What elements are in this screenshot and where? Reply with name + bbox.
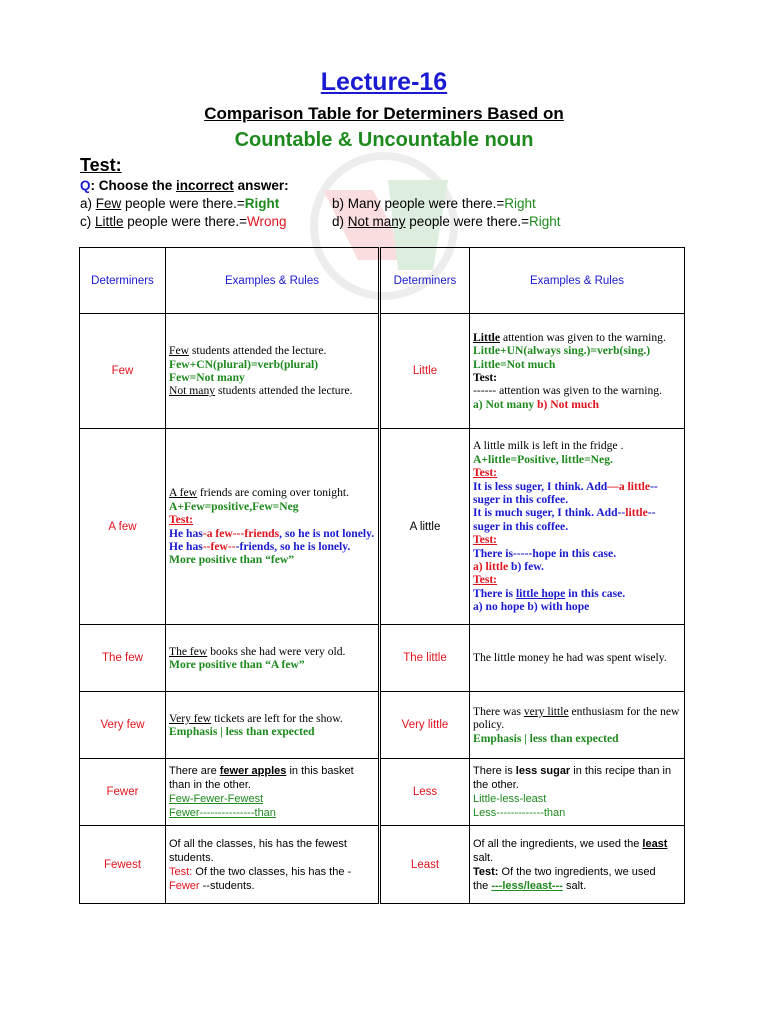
table-subtitle: Comparison Table for Determiners Based on xyxy=(204,104,564,123)
determiner-less: Less xyxy=(380,759,470,826)
question-line: Q: Choose the incorrect answer: xyxy=(80,178,289,193)
determiner-least: Least xyxy=(380,826,470,904)
table-row xyxy=(80,826,685,904)
option-b: b) Many people were there.=Right xyxy=(332,196,536,211)
rules-fewer: There are fewer apples in this basket than in the other. Few-Fewer-Fewest Fewer---------------than xyxy=(166,759,380,826)
determiner-the-little: The little xyxy=(380,625,470,692)
table-row xyxy=(80,759,685,826)
option-d: d) Not many people were there.=Right xyxy=(332,214,561,229)
rules-the-few: The few books she had were very old. More positive than “A few” xyxy=(166,625,380,692)
topic-subtitle: Countable & Uncountable noun xyxy=(234,129,534,151)
determiner-fewer: Fewer xyxy=(80,759,166,826)
header-examples-left: Examples & Rules xyxy=(166,248,380,314)
rules-little: Little attention was given to the warning. Little+UN(always sing.)=verb(sing.) Little=Not much Test: ------ attention was given to the warning. a) Not many b) Not much xyxy=(470,314,685,429)
option-c: c) Little people were there.=Wrong xyxy=(80,214,287,229)
table-row xyxy=(80,625,685,692)
determiner-few: Few xyxy=(80,314,166,429)
determiner-a-few: A few xyxy=(80,429,166,625)
determiner-very-few: Very few xyxy=(80,692,166,759)
determiner-little: Little xyxy=(380,314,470,429)
lecture-title: Lecture-16 xyxy=(320,68,448,96)
test-heading: Test: xyxy=(80,155,122,175)
determiner-very-little: Very little xyxy=(380,692,470,759)
option-a: a) Few people were there.=Right xyxy=(80,196,280,211)
determiners-table xyxy=(79,247,685,904)
table-header-row xyxy=(80,248,685,314)
table-row xyxy=(80,429,685,625)
rules-least: Of all the ingredients, we used the least salt. Test: Of the two ingredients, we used the ---less/least--- salt. xyxy=(470,826,685,904)
rules-a-little: A little milk is left in the fridge . A+little=Positive, little=Neg. Test: It is less suger, I think. Add—a little--suger in this coffee. It is much suger, I think. Add--little--suger in this coffee. Test: There is-----hope in this case. a) little b) few. Test: There is little hope in this case. a) no hope b) with hope xyxy=(470,429,685,625)
determiner-a-little: A little xyxy=(380,429,470,625)
rules-very-few: Very few tickets are left for the show. Emphasis | less than expected xyxy=(166,692,380,759)
rules-very-little: There was very little enthusiasm for the new policy. Emphasis | less than expected xyxy=(470,692,685,759)
determiner-fewest: Fewest xyxy=(80,826,166,904)
table-row xyxy=(80,314,685,429)
rules-less: There is less sugar in this recipe than in the other. Little-less-least Less-------------than xyxy=(470,759,685,826)
rules-a-few: A few friends are coming over tonight. A+Few=positive,Few=Neg Test: He has-a few---friends, so he is not lonely. He has--few---friends, so he is lonely. More positive than “few” xyxy=(166,429,380,625)
header-determiners-left: Determiners xyxy=(80,248,166,314)
header-determiners-right: Determiners xyxy=(380,248,470,314)
rules-fewest: Of all the classes, his has the fewest students. Test: Of the two classes, his has the - Fewer --students. xyxy=(166,826,380,904)
determiner-the-few: The few xyxy=(80,625,166,692)
rules-the-little: The little money he had was spent wisely. xyxy=(470,625,685,692)
rules-few: Few students attended the lecture. Few+CN(plural)=verb(plural) Few=Not many Not many students attended the lecture. xyxy=(166,314,380,429)
header-examples-right: Examples & Rules xyxy=(470,248,685,314)
table-row xyxy=(80,692,685,759)
